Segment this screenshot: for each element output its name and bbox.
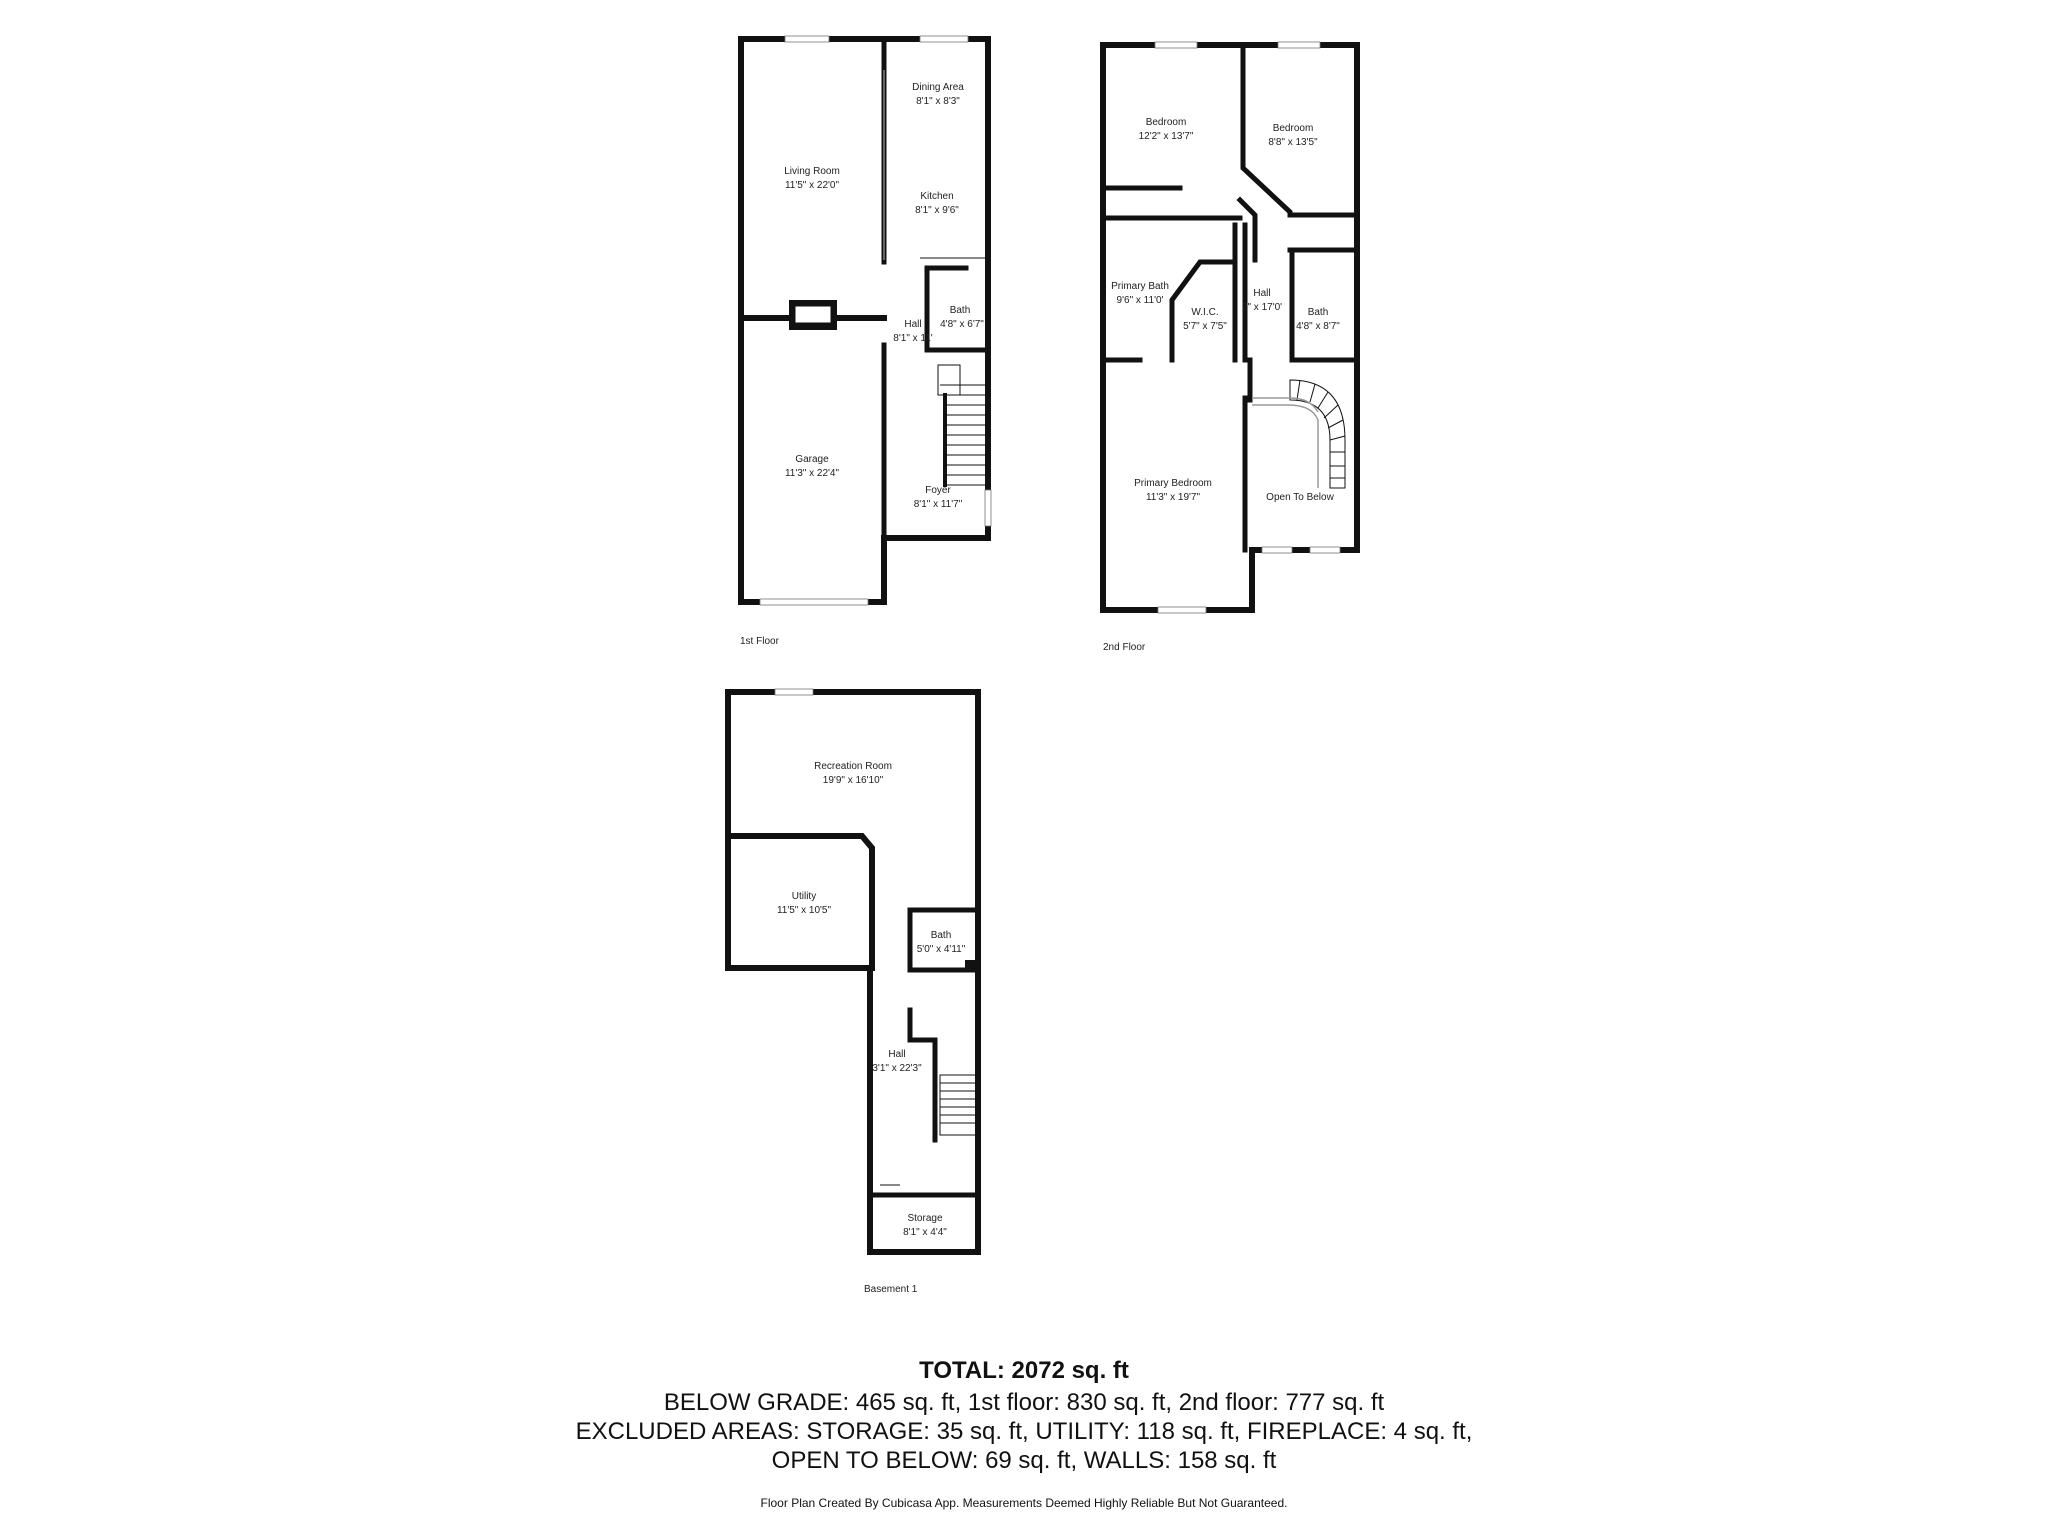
room-dims: 8'8" x 13'5" xyxy=(1268,137,1318,148)
window xyxy=(775,689,813,695)
window xyxy=(1262,547,1292,553)
room-name: Open To Below xyxy=(1266,492,1334,503)
window xyxy=(1310,547,1340,553)
room-name: Recreation Room xyxy=(814,761,892,772)
room-name: Bedroom xyxy=(1272,123,1314,134)
window xyxy=(1278,42,1320,48)
room-dims: 11'5" x 22'0" xyxy=(784,180,840,191)
total-area-title: TOTAL: 2072 sq. ft xyxy=(919,1357,1129,1384)
room-dims: 4'8" x 8'7" xyxy=(1296,321,1340,332)
stairs xyxy=(940,1075,978,1135)
room-dims: 11'3" x 19'7" xyxy=(1145,492,1201,503)
room-name: Bath xyxy=(930,930,952,941)
room-name: Bath xyxy=(1307,307,1329,318)
window xyxy=(785,36,829,42)
stairs xyxy=(938,365,987,485)
window xyxy=(760,599,868,605)
room-name: Storage xyxy=(907,1213,943,1224)
room-name: Hall xyxy=(904,319,922,330)
room-dims: 12'2" x 13'7" xyxy=(1138,131,1194,142)
room-name: Garage xyxy=(795,454,829,465)
room-dims: 9'6" x 11'0' xyxy=(1116,295,1164,306)
window xyxy=(920,36,968,42)
room-name: Primary Bedroom xyxy=(1134,478,1212,489)
excluded-areas-line: EXCLUDED AREAS: STORAGE: 35 sq. ft, UTILITY: 118 sq. ft, FIREPLACE: 4 sq. ft, xyxy=(575,1418,1473,1445)
basement-plan xyxy=(728,689,978,1252)
room-dims: 8'1" x 4'4" xyxy=(903,1227,947,1238)
room-dims: 3'1" x 22'3" xyxy=(872,1063,922,1074)
excluded-areas-line-cont: OPEN TO BELOW: 69 sq. ft, WALLS: 158 sq. ft xyxy=(771,1447,1277,1474)
floor-title: Basement 1 xyxy=(864,1284,918,1295)
room-dims: 11'5" x 10'5" xyxy=(776,905,832,916)
window xyxy=(1155,42,1197,48)
window xyxy=(985,490,991,526)
room-name: Hall xyxy=(1253,288,1271,299)
room-name: Primary Bath xyxy=(1111,281,1169,292)
room-name: Bedroom xyxy=(1145,117,1187,128)
disclaimer-footer: Floor Plan Created By Cubicasa App. Measurements Deemed Highly Reliable But Not Guaranteed. xyxy=(760,1496,1288,1510)
room-name: W.I.C. xyxy=(1191,307,1219,318)
room-name: Foyer xyxy=(925,485,951,496)
room-dims: 19'9" x 16'10" xyxy=(822,775,884,786)
room-dims: 11'3" x 22'4" xyxy=(784,468,840,479)
room-name: Utility xyxy=(791,891,817,902)
room-name: Living Room xyxy=(784,166,840,177)
room-dims: 4'8" x 6'7" xyxy=(940,319,984,330)
room-dims: 8'1" x 11' xyxy=(893,333,933,344)
room-dims: 8'1" x 11'7" xyxy=(913,499,963,510)
room-dims: 8'1" x 8'3" xyxy=(916,96,960,107)
room-dims: 5'7" x 7'5" xyxy=(1183,321,1227,332)
room-name: Bath xyxy=(949,305,971,316)
interior-wall xyxy=(910,1010,935,1140)
window xyxy=(1158,607,1206,613)
stairs xyxy=(1252,380,1345,488)
floor-title: 2nd Floor xyxy=(1103,642,1146,653)
room-dims: 8'1" x 9'6" xyxy=(915,205,959,216)
room-dims: 2" x 17'0' xyxy=(1241,302,1283,313)
floor-title: 1st Floor xyxy=(740,636,779,647)
interior-wall xyxy=(1103,360,1250,400)
room-name: Hall xyxy=(888,1049,906,1060)
area-summary-line: BELOW GRADE: 465 sq. ft, 1st floor: 830 sq. ft, 2nd floor: 777 sq. ft xyxy=(663,1389,1385,1416)
room-name: Kitchen xyxy=(920,191,954,202)
room-name: Dining Area xyxy=(912,82,964,93)
room-dims: 5'0" x 4'11" xyxy=(916,944,966,955)
